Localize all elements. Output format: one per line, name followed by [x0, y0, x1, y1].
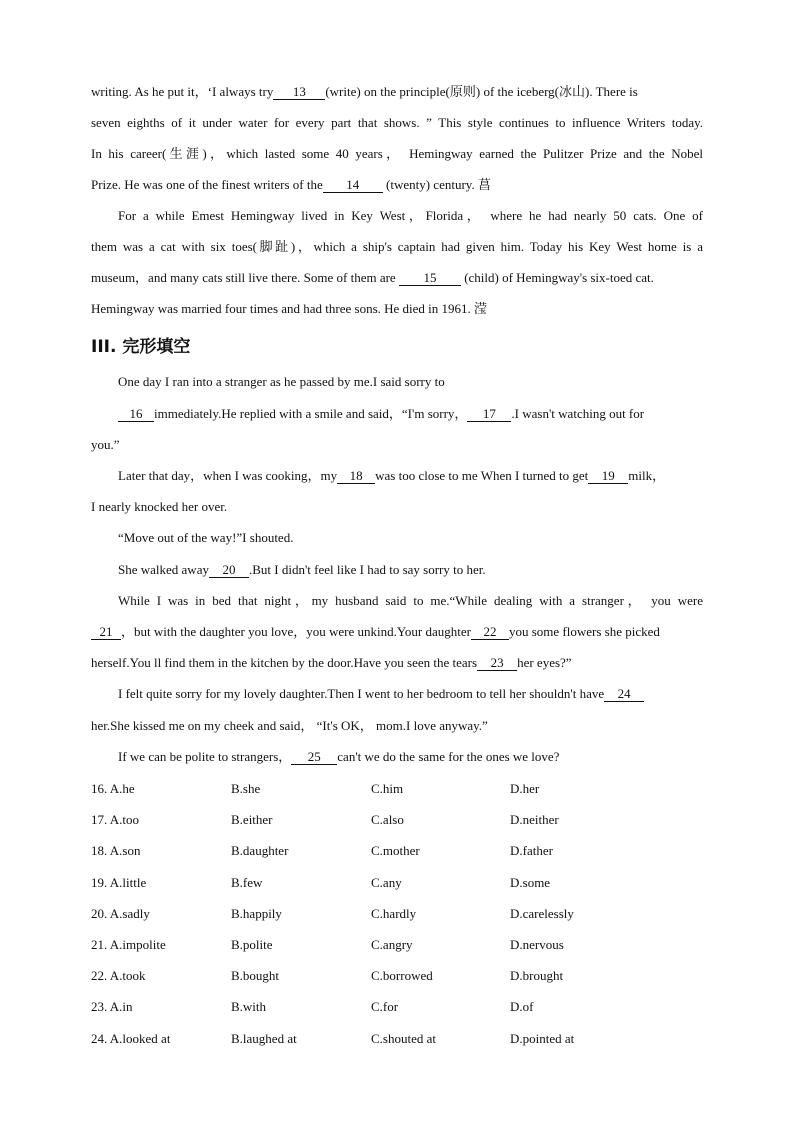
- option-a: 18. A.son: [91, 843, 141, 858]
- blank-19: 19: [588, 469, 628, 484]
- option-a: 23. A.in: [91, 999, 133, 1014]
- passage-line-1: writing. As he put it，‘I always try 13 (write) on the principle(原则) of the iceberg(冰山). There is: [91, 84, 638, 99]
- option-d: D.neither: [510, 812, 559, 827]
- option-c: C.shouted at: [371, 1031, 436, 1046]
- option-a: 19. A.little: [91, 875, 147, 890]
- option-b: B.few: [231, 875, 263, 890]
- passage-p2-line-1: For a while Emest Hemingway lived in Key West，Florida， where he had nearly 50 cats. One of: [118, 208, 703, 223]
- passage-p2-line-3: museum，and many cats still live there. Some of them are 15 (child) of Hemingway's six-toed cat.: [91, 270, 654, 285]
- option-b: B.with: [231, 999, 267, 1014]
- blank-21: 21: [91, 625, 121, 640]
- section-heading: III. 完形填空: [91, 337, 191, 357]
- option-d: D.some: [510, 875, 551, 890]
- option-d: D.brought: [510, 968, 564, 983]
- option-a: 20. A.sadly: [91, 906, 150, 921]
- cloze-line-2: 16 immediately.He replied with a smile and said，“I'm sorry， 17 .I wasn't watching out for: [118, 398, 644, 429]
- cloze-line-11: I felt quite sorry for my lovely daughter.Then I went to her bedroom to tell her shouldn't have 24: [118, 678, 644, 709]
- blank-25: 25: [291, 750, 337, 765]
- option-d: D.father: [510, 843, 553, 858]
- cloze-line-5: I nearly knocked her over.: [91, 499, 228, 514]
- cloze-line-12: her.She kissed me on my cheek and said， “It's OK， mom.I love anyway.”: [91, 718, 488, 733]
- option-c: C.borrowed: [371, 968, 433, 983]
- option-c: C.hardly: [371, 906, 417, 921]
- cloze-line-13: If we can be polite to strangers， 25 can't we do the same for the ones we love?: [118, 749, 560, 764]
- option-b: B.she: [231, 781, 261, 796]
- option-c: C.any: [371, 875, 402, 890]
- option-c: C.mother: [371, 843, 420, 858]
- option-d: D.her: [510, 781, 540, 796]
- passage-p2-line-4: Hemingway was married four times and had three sons. He died in 1961. 滢: [91, 301, 488, 316]
- cloze-line-7: She walked away 20 .But I didn't feel like I had to say sorry to her.: [118, 562, 486, 577]
- option-b: B.polite: [231, 937, 273, 952]
- option-c: C.him: [371, 781, 404, 796]
- option-c: C.angry: [371, 937, 413, 952]
- option-a: 16. A.he: [91, 781, 135, 796]
- option-d: D.of: [510, 999, 534, 1014]
- option-b: B.laughed at: [231, 1031, 297, 1046]
- cloze-line-9: 21 ，but with the daughter you love，you were unkind.Your daughter 22 you some flowers she picked: [91, 616, 660, 647]
- option-b: B.bought: [231, 968, 280, 983]
- option-c: C.for: [371, 999, 399, 1014]
- blank-13: 13: [273, 85, 325, 100]
- blank-18: 18: [337, 469, 375, 484]
- cloze-line-6: “Move out of the way!”I shouted.: [118, 530, 294, 545]
- option-b: B.either: [231, 812, 273, 827]
- option-a: 21. A.impolite: [91, 937, 166, 952]
- option-b: B.happily: [231, 906, 282, 921]
- option-a: 22. A.took: [91, 968, 146, 983]
- passage-p2-line-2: them was a cat with six toes(脚趾)，which a ship's captain had given him. Today his Key West home is a: [91, 239, 703, 254]
- option-c: C.also: [371, 812, 404, 827]
- blank-22: 22: [471, 625, 509, 640]
- option-d: D.nervous: [510, 937, 564, 952]
- blank-15: 15: [399, 271, 461, 286]
- option-d: D.carelessly: [510, 906, 574, 921]
- blank-16: 16: [118, 407, 154, 422]
- cloze-line-4: Later that day，when I was cooking，my 18 was too close to me When I turned to get 19 milk，: [118, 468, 666, 483]
- blank-14: 14: [323, 178, 383, 193]
- passage-line-2: seven eighths of it under water for every part that shows. ” This style continues to influence Writers today.: [91, 115, 703, 130]
- option-d: D.pointed at: [510, 1031, 575, 1046]
- cloze-line-8: While I was in bed that night，my husband said to me.“While dealing with a stranger， you were: [118, 593, 703, 608]
- blank-20: 20: [209, 563, 249, 578]
- option-b: B.daughter: [231, 843, 289, 858]
- cloze-line-1: One day I ran into a stranger as he passed by me.I said sorry to: [118, 374, 445, 389]
- blank-17: 17: [467, 407, 511, 422]
- passage-line-3: In his career(生涯)，which lasted some 40 years， Hemingway earned the Pulitzer Prize and the Nobel: [91, 146, 703, 161]
- option-a: 17. A.too: [91, 812, 140, 827]
- passage-line-4: Prize. He was one of the finest writers of the 14 (twenty) century. 菖: [91, 177, 491, 192]
- option-a: 24. A.looked at: [91, 1031, 171, 1046]
- blank-24: 24: [604, 687, 644, 702]
- blank-23: 23: [477, 656, 517, 671]
- cloze-line-10: herself.You ll find them in the kitchen by the door.Have you seen the tears 23 her eyes?”: [91, 655, 572, 670]
- cloze-line-3: you.”: [91, 437, 120, 452]
